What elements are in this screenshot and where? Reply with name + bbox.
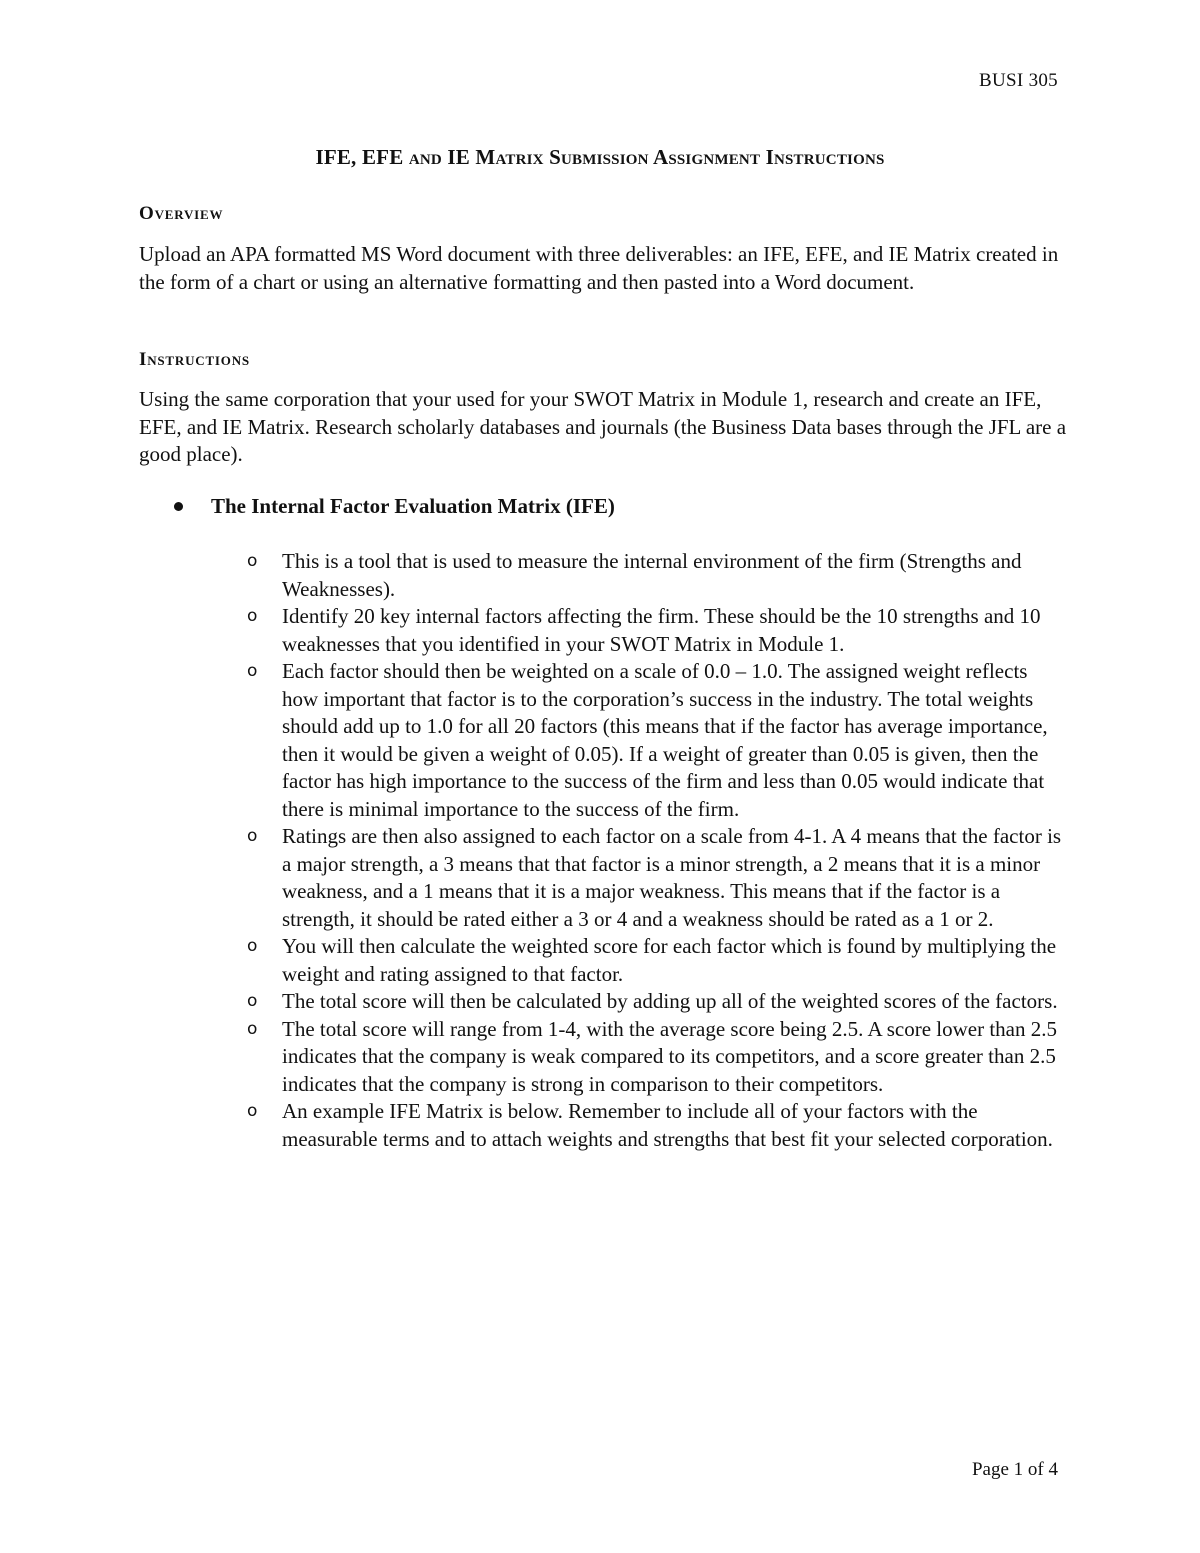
list-item-text: The total score will then be calculated by adding up all of the weighted scores of the factors.	[282, 989, 1058, 1013]
running-header: BUSI 305	[979, 70, 1058, 91]
list-item	[247, 603, 1067, 658]
bullet-dot-icon	[174, 502, 183, 511]
list-item-text: Identify 20 key internal factors affecting the firm. These should be the 10 strengths and 10 weaknesses that you identified in your SWOT Matrix in Module 1.	[282, 604, 1041, 656]
ife-section-heading	[174, 494, 615, 519]
page-title	[0, 145, 1200, 170]
list-item-text: You will then calculate the weighted score for each factor which is found by multiplying the weight and rating assigned to that factor.	[282, 934, 1057, 986]
circle-bullet-icon: o	[247, 551, 258, 571]
list-item-text: Ratings are then also assigned to each factor on a scale from 4-1. A 4 means that the factor is a major strength, a 3 means that that factor is a minor strength, a 2 means that it is a minor weakness, and a 1 means that it is a major weakness. This means that if the factor is a strength, it should be rated either a 3 or 4 and a weakness should be rated as a 1 or 2.	[282, 824, 1062, 931]
overview-heading: Overview	[139, 203, 224, 224]
circle-bullet-icon: o	[247, 826, 258, 846]
title-part-ife-efe: IFE, EFE	[315, 145, 404, 169]
circle-bullet-icon: o	[247, 606, 258, 626]
circle-bullet-icon: o	[247, 991, 258, 1011]
list-item	[247, 988, 1067, 1016]
ife-heading-text: The Internal Factor Evaluation Matrix (IFE)	[211, 494, 615, 518]
list-item-text: An example IFE Matrix is below. Remember to include all of your factors with the measurable terms and to attach weights and strengths that best fit your selected corporation.	[282, 1099, 1053, 1151]
list-item-text: The total score will range from 1-4, with the average score being 2.5. A score lower than 2.5 indicates that the company is weak compared to its competitors, and a score greater than 2.5 indicates that the company is strong in comparison to their competitors.	[282, 1016, 1058, 1096]
circle-bullet-icon: o	[247, 936, 258, 956]
circle-bullet-icon: o	[247, 1101, 258, 1121]
circle-bullet-icon: o	[247, 661, 258, 681]
list-item	[247, 933, 1067, 988]
list-item	[247, 1016, 1067, 1099]
list-item-text: Each factor should then be weighted on a scale of 0.0 – 1.0. The assigned weight reflects how important that factor is to the corporation’s success in the industry. The total weights should add up to 1.0 for all 20 factors (this means that if the factor has average importance, then it would be given a weight of 0.05). If a weight of greater than 0.05 is given, then the factor has high importance to the success of the firm and less than 0.05 would indicate that there is minimal importance to the success of the firm.	[282, 659, 1048, 821]
instructions-body: Using the same corporation that your used for your SWOT Matrix in Module 1, research and create an IFE, EFE, and IE Matrix. Research scholarly databases and journals (the Business Data bases through the JFL are a good place).	[139, 387, 1067, 466]
title-part-rest: IE Matrix Submission Assignment Instructions	[447, 145, 885, 169]
title-part-and: and	[403, 145, 448, 169]
list-item-text: This is a tool that is used to measure the internal environment of the firm (Strengths and Weaknesses).	[282, 549, 1022, 601]
instructions-heading: Instructions	[139, 349, 250, 370]
ife-instruction-list	[247, 548, 1067, 1153]
list-item	[247, 548, 1067, 603]
list-item	[247, 1098, 1067, 1153]
list-item	[247, 823, 1067, 933]
list-item	[247, 658, 1067, 823]
page-number: Page 1 of 4	[971, 1459, 1058, 1480]
circle-bullet-icon: o	[247, 1018, 258, 1039]
overview-body: Upload an APA formatted MS Word document with three deliverables: an IFE, EFE, and IE Matrix created in the form of a chart or using an alternative formatting and then pasted into a Word document.	[139, 242, 1059, 294]
